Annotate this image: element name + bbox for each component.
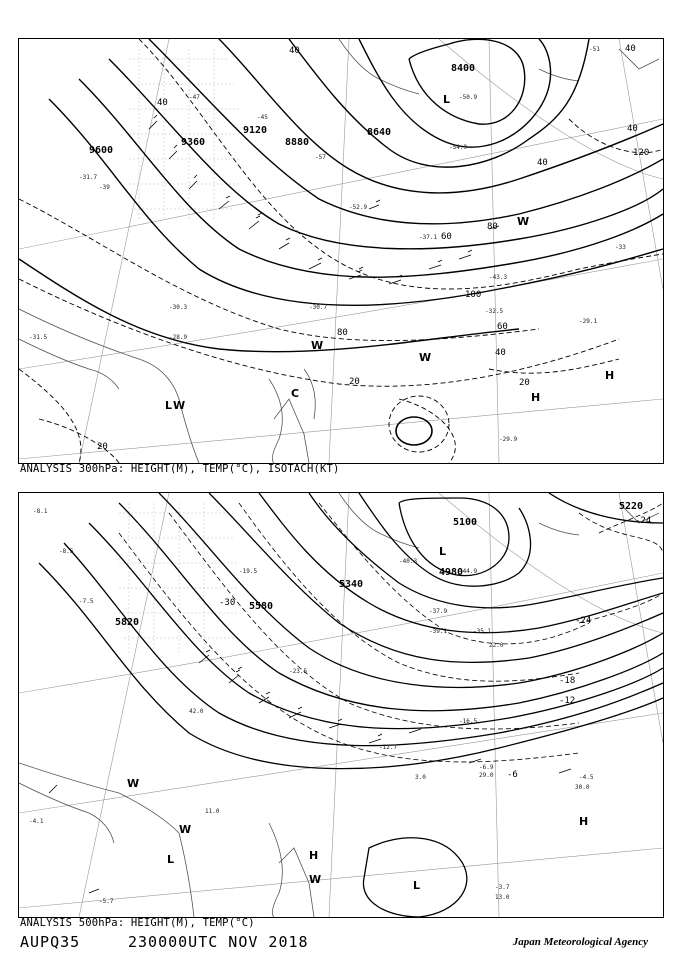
- isotherm-label: -12: [559, 696, 576, 706]
- warm-marker: W: [311, 339, 324, 352]
- isotach-label: 40: [289, 46, 300, 56]
- station-temp: -39: [99, 184, 110, 191]
- low-marker: L: [439, 545, 447, 558]
- height-label-5580: 5580: [249, 601, 274, 612]
- station-temp: -4.1: [29, 818, 44, 825]
- station-temp: -47: [189, 94, 200, 101]
- wind-barbs: [149, 115, 529, 463]
- station-temp: 22.0: [489, 642, 504, 649]
- height-label-5820: 5820: [115, 617, 140, 628]
- station-temp: -31.7: [79, 174, 98, 181]
- isotach-label: 40: [537, 158, 548, 168]
- panel-500-caption: ANALYSIS 500hPa: HEIGHT(M), TEMP(°C): [20, 917, 255, 929]
- isotachs: [19, 39, 663, 463]
- station-temp: 13.0: [495, 894, 510, 901]
- station-temp: -43.3: [489, 274, 508, 281]
- warm-marker: W: [173, 399, 186, 412]
- height-label-9600: 9600: [89, 145, 114, 156]
- cold-marker: C: [291, 387, 300, 400]
- map-300hpa-canvas: [19, 39, 663, 463]
- station-temp: -23.5: [289, 668, 308, 675]
- isotach-label: 40: [627, 124, 638, 134]
- valid-time: 230000UTC NOV 2018: [128, 933, 309, 951]
- map-500hpa: [18, 492, 664, 918]
- station-temp: -3.7: [495, 884, 510, 891]
- station-temp: -32.5: [485, 308, 504, 315]
- station-temp: -35.1: [473, 628, 492, 635]
- station-temp: 11.0: [205, 808, 220, 815]
- height-label-4980: 4980: [439, 567, 464, 578]
- station-temp: -51: [589, 46, 600, 53]
- station-temp: -29.9: [499, 436, 518, 443]
- isotach-label: 80: [337, 328, 348, 338]
- warm-marker: W: [419, 351, 432, 364]
- station-temp: -12.7: [379, 744, 398, 751]
- station-temp: -31.5: [29, 334, 48, 341]
- chart-id: AUPQ35: [20, 933, 81, 951]
- panel-300-caption: ANALYSIS 300hPa: HEIGHT(M), TEMP(°C), ISOTACH(KT): [20, 463, 340, 475]
- isotach-label: 20: [349, 377, 360, 387]
- station-temp: -6.9: [479, 764, 494, 771]
- height-label-5340: 5340: [339, 579, 364, 590]
- isotach-label: 100: [465, 290, 482, 300]
- latlon-grid: [19, 39, 663, 463]
- station-temp: -19.5: [239, 568, 258, 575]
- station-temp: -37.9: [429, 608, 448, 615]
- high-marker: H: [579, 815, 589, 828]
- station-temp: -29.1: [579, 318, 598, 325]
- warm-marker: W: [179, 823, 192, 836]
- station-temp: -45: [257, 114, 268, 121]
- station-temp: -16.5: [459, 718, 478, 725]
- isotherm-label: -24: [635, 516, 652, 526]
- isotherms: [119, 503, 663, 762]
- height-label-8400: 8400: [451, 63, 476, 74]
- height-contours: [19, 39, 663, 352]
- height-label-9120: 9120: [243, 125, 268, 136]
- isotach-label: 120: [633, 148, 650, 158]
- map-300hpa: [18, 38, 664, 464]
- station-temp: -39.1: [429, 628, 448, 635]
- height-label-5220: 5220: [619, 501, 644, 512]
- station-temp: -37.1: [419, 234, 438, 241]
- station-temp: -28.9: [169, 334, 188, 341]
- station-temp: 30.0: [575, 784, 590, 791]
- height-label-8880: 8880: [285, 137, 310, 148]
- station-temp: -57: [315, 154, 326, 161]
- station-temp: -52.9: [349, 204, 368, 211]
- isotach-label: 20: [97, 442, 108, 452]
- height-label-9360: 9360: [181, 137, 206, 148]
- isotach-label: 20: [519, 378, 530, 388]
- station-temp: -5.7: [99, 898, 114, 905]
- warm-marker: W: [517, 215, 530, 228]
- warm-marker: W: [309, 873, 322, 886]
- high-marker: H: [531, 391, 541, 404]
- station-temp: -30.3: [169, 304, 188, 311]
- isotach-label: 80: [487, 222, 498, 232]
- height-label-5100: 5100: [453, 517, 478, 528]
- low-contour-closed: [363, 838, 466, 917]
- station-temp: -54.9: [449, 144, 468, 151]
- station-temp: -50.9: [459, 94, 478, 101]
- agency-name: Japan Meteorological Agency: [512, 936, 648, 948]
- map-500hpa-canvas: [19, 493, 663, 917]
- station-temp: -8.1: [33, 508, 48, 515]
- isotherm-label: -24: [575, 616, 592, 626]
- high-marker: H: [309, 849, 319, 862]
- isotherm-label: -30: [219, 598, 236, 608]
- low-marker: L: [413, 879, 421, 892]
- high-marker: H: [605, 369, 615, 382]
- data-sparse-grid: [119, 503, 239, 653]
- isotach-label: 60: [441, 232, 452, 242]
- chart-footer: [20, 933, 660, 955]
- isotach-label: 40: [157, 98, 168, 108]
- station-temp: 3.0: [415, 774, 426, 781]
- station-temp: 42.0: [189, 708, 204, 715]
- low-marker: L: [165, 399, 173, 412]
- station-temp: -4.5: [579, 774, 594, 781]
- station-temp: -44.9: [459, 568, 478, 575]
- station-temp: -33: [615, 244, 626, 251]
- low-marker: L: [167, 853, 175, 866]
- isotherm-label: -6: [507, 770, 518, 780]
- small-low-contour: [396, 417, 432, 445]
- isotach-label: 60: [497, 322, 508, 332]
- isotach-label: 40: [495, 348, 506, 358]
- height-label-8640: 8640: [367, 127, 392, 138]
- station-temp: -7.5: [79, 598, 94, 605]
- station-temp: -30.7: [309, 304, 328, 311]
- isotach-label: 40: [625, 44, 636, 54]
- station-temp: -40.3: [399, 558, 418, 565]
- isotherm-label: -18: [559, 676, 576, 686]
- warm-marker: W: [127, 777, 140, 790]
- station-temp: 29.0: [479, 772, 494, 779]
- low-marker: L: [443, 93, 451, 106]
- station-temp: -8.5: [59, 548, 74, 555]
